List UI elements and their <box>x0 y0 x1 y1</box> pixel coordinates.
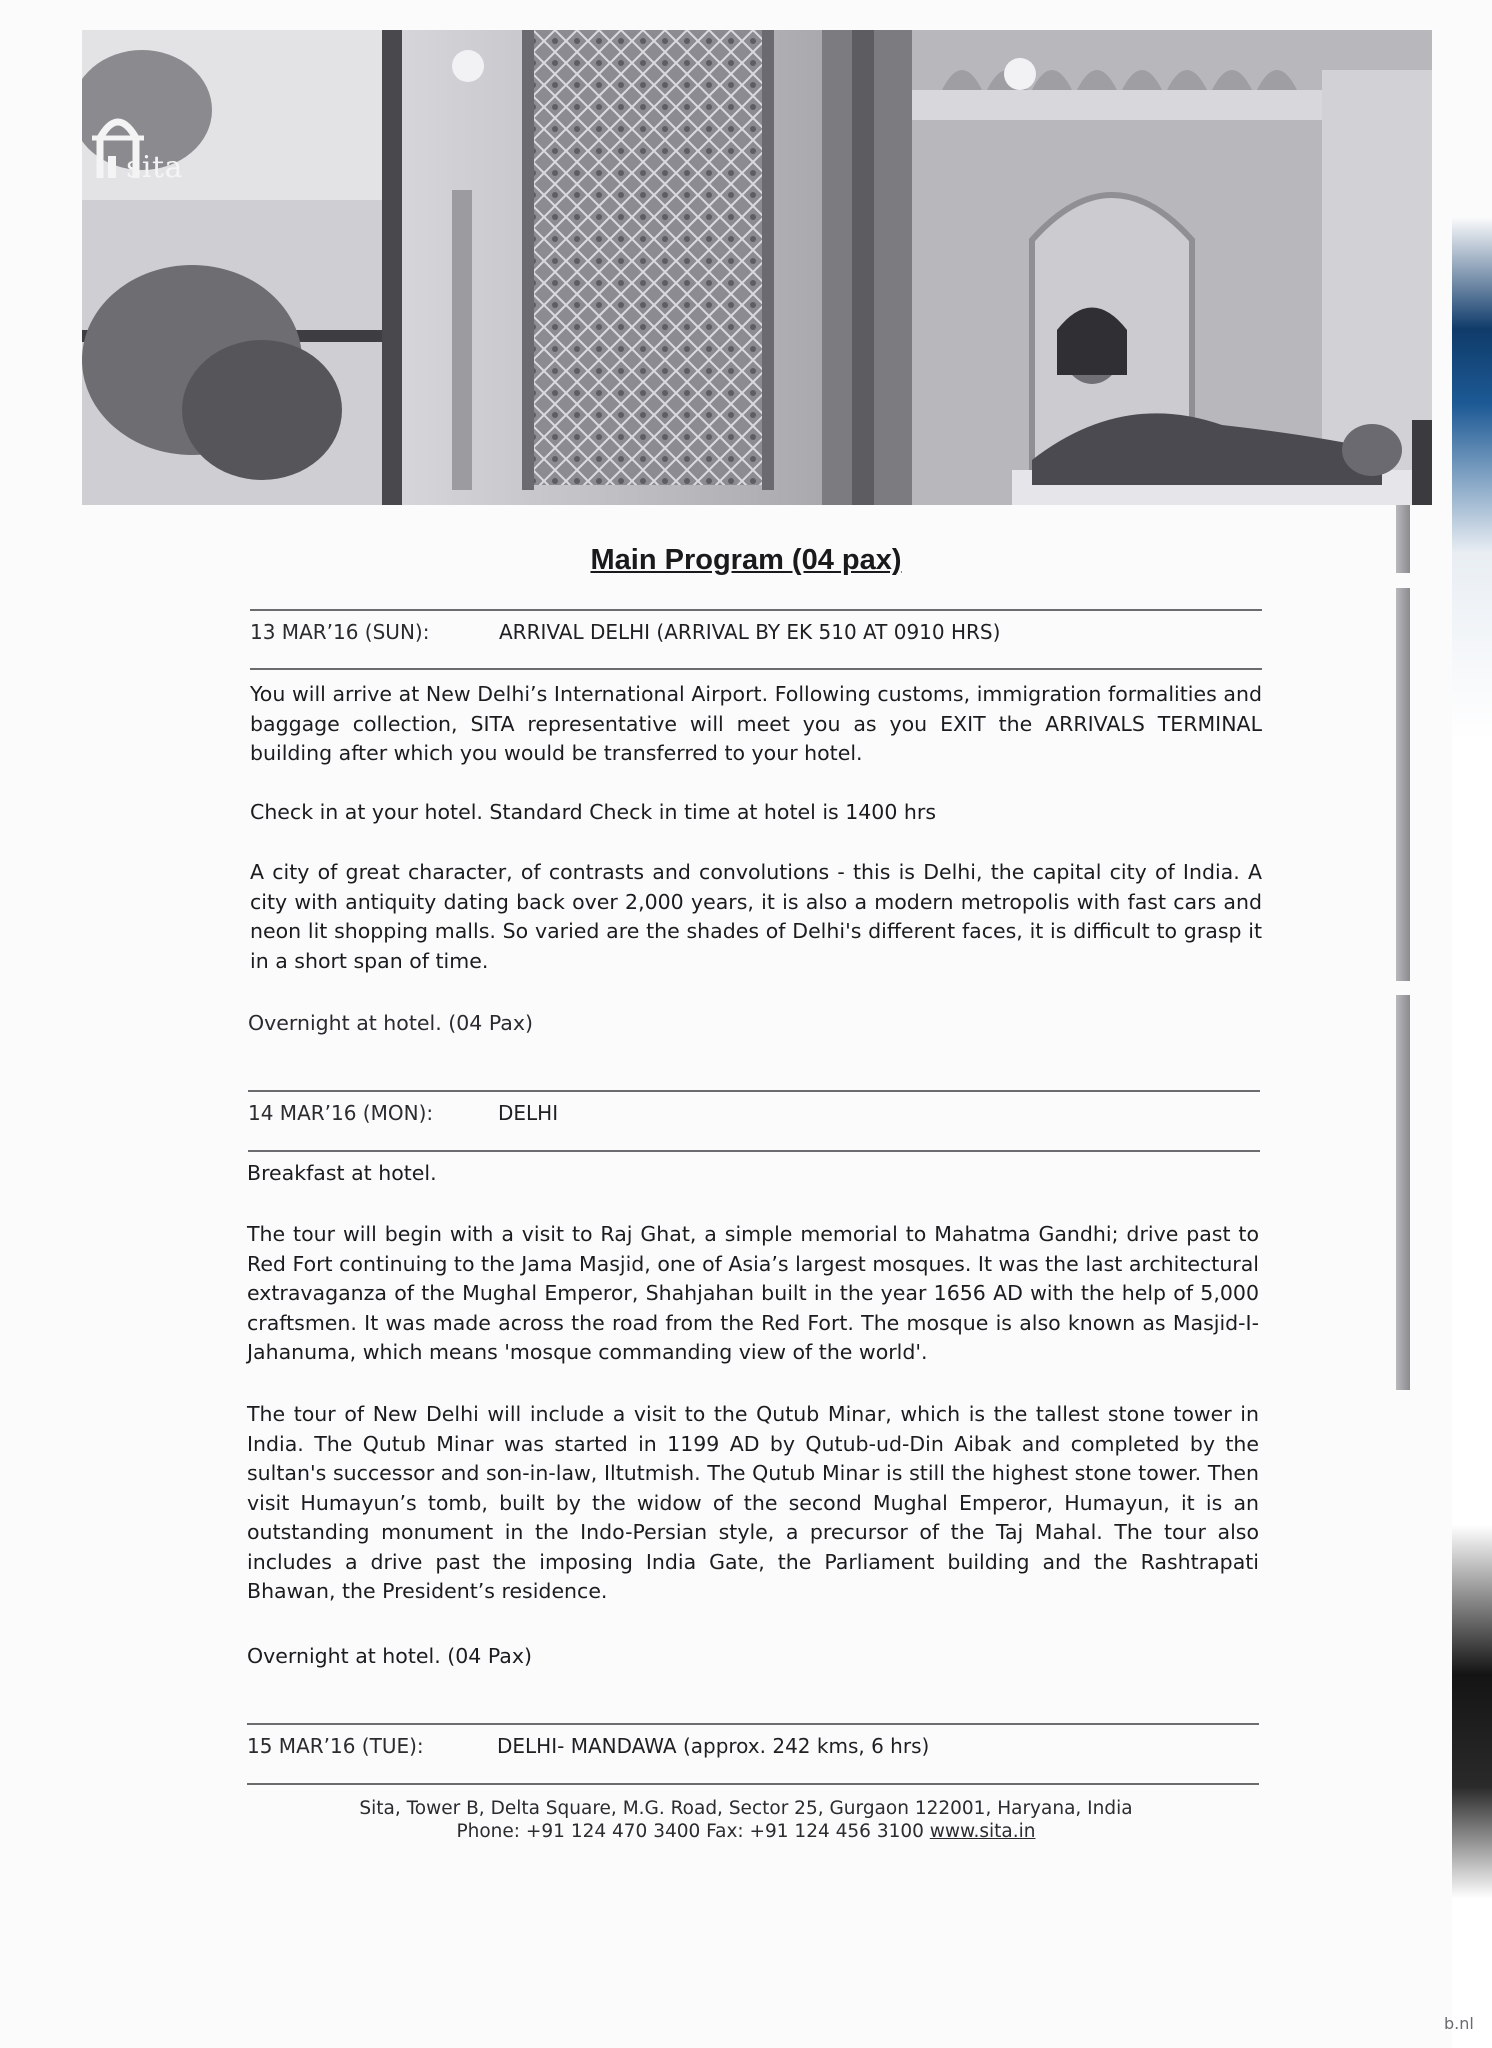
divider <box>250 668 1262 670</box>
day-3-date: 15 MAR’16 (TUE): <box>247 1734 424 1758</box>
day-2-paragraph: Breakfast at hotel. <box>247 1161 437 1185</box>
logo-wordmark: sita <box>126 150 183 185</box>
day-2-overnight: Overnight at hotel. (04 Pax) <box>247 1644 532 1668</box>
divider <box>248 1090 1260 1092</box>
footer-contact <box>0 1821 1492 1843</box>
scan-edge-artifact <box>1452 180 1492 2048</box>
divider <box>247 1723 1259 1725</box>
page-edge-shadow <box>1396 995 1410 1390</box>
divider <box>247 1783 1259 1785</box>
divider <box>250 609 1262 611</box>
day-1-overnight: Overnight at hotel. (04 Pax) <box>248 1011 533 1035</box>
footer-phone: Phone: +91 124 470 3400 Fax: +91 124 456 3100 <box>456 1821 924 1842</box>
main-program-heading: Main Program (04 pax) <box>590 544 902 576</box>
footer-website-link[interactable]: www.sita.in <box>929 1821 1036 1842</box>
page-edge-shadow <box>1396 588 1410 981</box>
day-1-paragraph: Check in at your hotel. Standard Check in time at hotel is 1400 hrs <box>250 800 937 824</box>
day-2-title: DELHI <box>498 1101 559 1125</box>
day-1-paragraph: You will arrive at New Delhi’s International Airport. Following customs, immigration formalities and baggage collection, SITA representative will meet you as you EXIT the ARRIVALS TERMINAL building after which you would be transferred to your hotel. <box>250 682 1262 765</box>
day-1-paragraph: A city of great character, of contrasts and convolutions - this is Delhi, the capital city of India. A city with antiquity dating back over 2,000 years, it is also a modern metropolis with fast cars and neon lit shopping malls. So varied are the shades of Delhi's different faces, it is difficult to grasp it in a short span of time. <box>250 860 1262 973</box>
footer-address: Sita, Tower B, Delta Square, M.G. Road, Sector 25, Gurgaon 122001, Haryana, India <box>359 1798 1133 1819</box>
divider <box>248 1150 1260 1152</box>
day-2-date: 14 MAR’16 (MON): <box>248 1101 434 1125</box>
day-2-paragraph: The tour will begin with a visit to Raj Ghat, a simple memorial to Mahatma Gandhi; drive past to Red Fort continuing to the Jama Masjid, one of Asia’s largest mosques. It was the last architectural extravaganza of the Mughal Emperor, Shahjahan built in the year 1656 AD with the help of 5,000 craftsmen. It was made across the road from the Red Fort. The mosque is also known as Masjid-I-Jahanuma, which means 'mosque commanding view of the world'. <box>247 1222 1259 1364</box>
day-1-title: ARRIVAL DELHI (ARRIVAL BY EK 510 AT 0910 HRS) <box>499 620 1001 644</box>
header-banner-photo <box>82 30 1432 505</box>
corner-text: b.nl <box>1444 2014 1474 2033</box>
day-2-paragraph: The tour of New Delhi will include a visit to the Qutub Minar, which is the tallest stone tower in India. The Qutub Minar was started in 1199 AD by Qutub-ud-Din Aibak and completed by the sultan's successor and son-in-law, Iltutmish. The Qutub Minar is still the highest stone tower. Then visit Humayun’s tomb, built by the widow of the second Mughal Emperor, Humayun, it is an outstanding monument in the Indo-Persian style, a precursor of the Taj Mahal. The tour also includes a drive past the imposing India Gate, the Parliament building and the Rashtrapati Bhawan, the President’s residence. <box>247 1402 1259 1603</box>
day-1-date: 13 MAR’16 (SUN): <box>250 620 430 644</box>
day-3-title: DELHI- MANDAWA (approx. 242 kms, 6 hrs) <box>497 1734 930 1758</box>
